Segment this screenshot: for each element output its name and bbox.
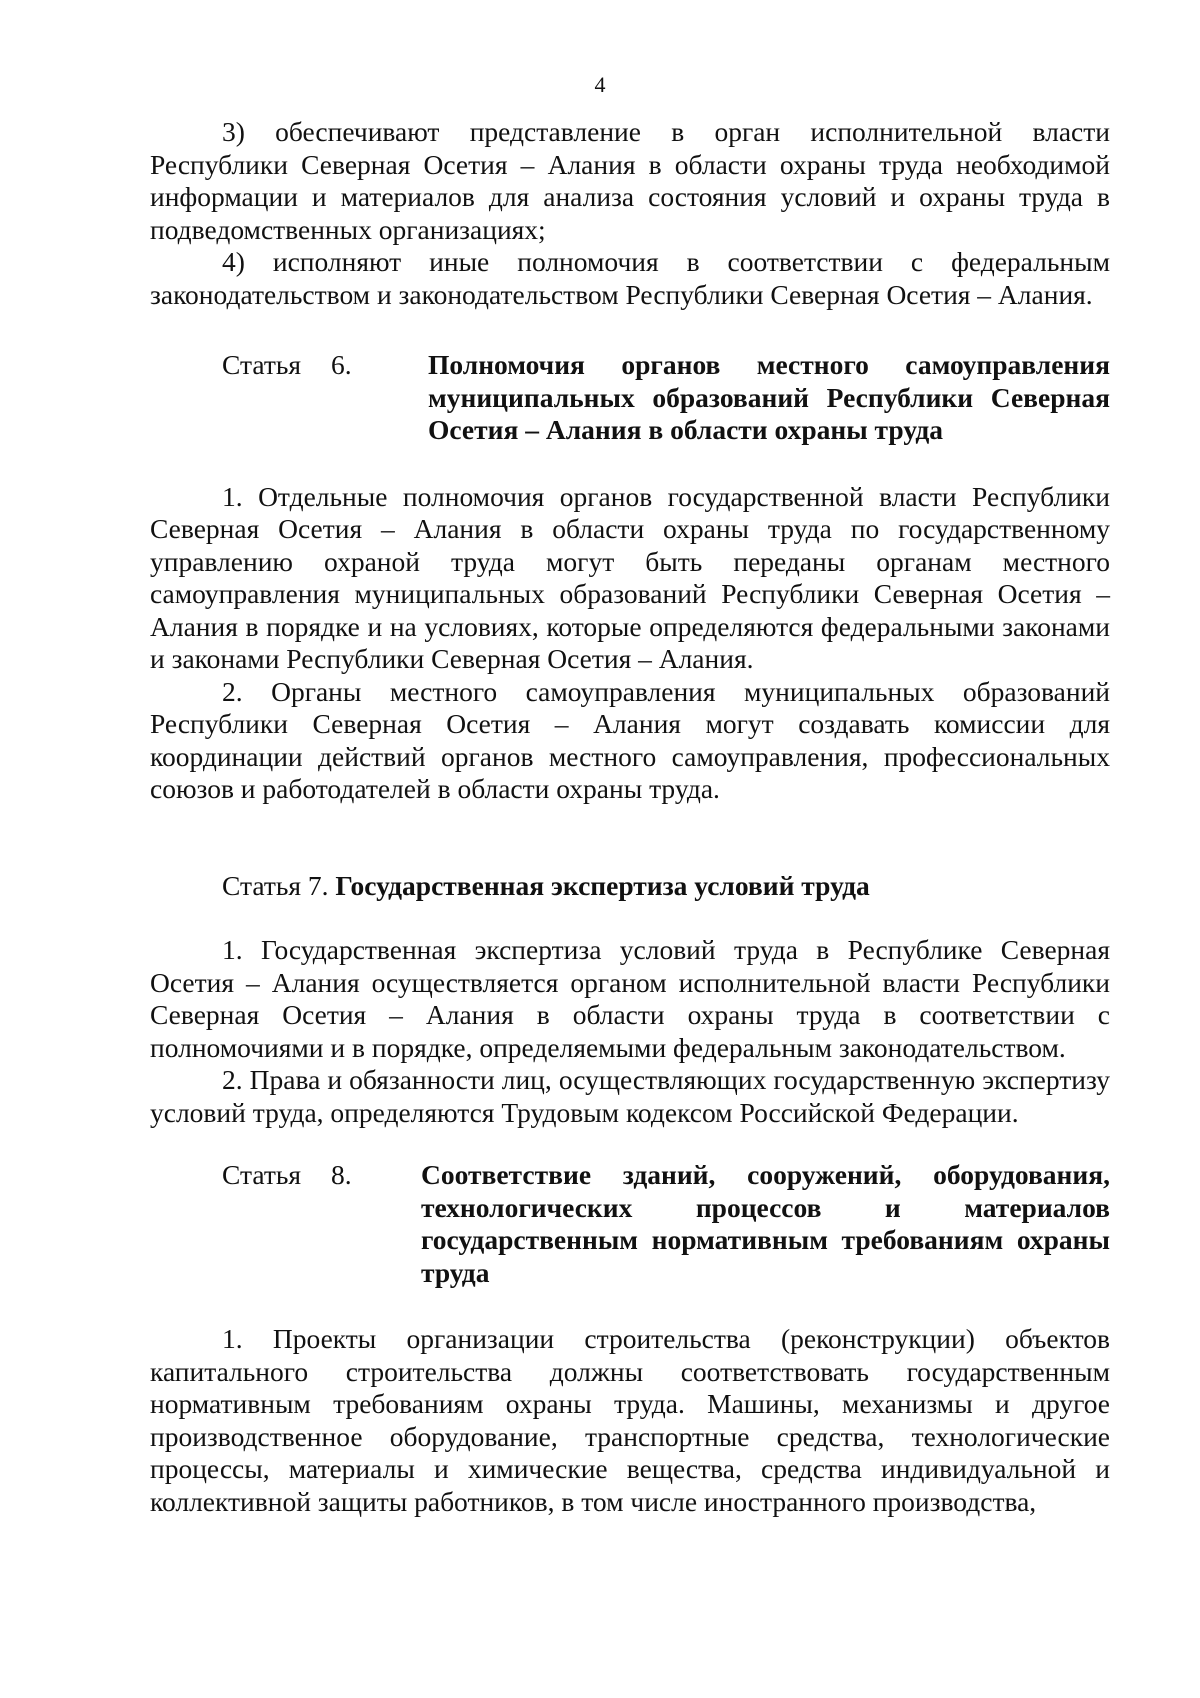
page-number: 4: [594, 72, 606, 97]
article-7-title: Государственная экспертиза условий труда: [335, 869, 870, 901]
article-6-paragraph-2: 2. Органы местного самоуправления муниципальных образований Республики Северная Осетия – Алания могут создавать комиссии для координации действий органов местного самоуправления, профессиональных союзов и работодателей в области охраны труда.: [150, 675, 1110, 804]
paragraph-item-4: 4) исполняют иные полномочия в соответствии с федеральным законодательством и законодательством Республики Северная Осетия – Алания.: [150, 246, 1110, 310]
article-6-paragraph-1: 1. Отдельные полномочия органов государственной власти Республики Северная Осетия – Алания в области охраны труда по государственному управлению охраной труда могут быть переданы органам местного самоуправления муниципальных образований Республики Северная Осетия – Алания в порядке и на условиях, которые определяются федеральными законами и законами Республики Северная Осетия – Алания.: [150, 480, 1110, 674]
article-6-label: Статья: [222, 349, 302, 380]
article-6-number: 6.: [331, 349, 352, 380]
article-8-paragraph-1: 1. Проекты организации строительства (реконструкции) объектов капитального строительства должны соответствовать государственным нормативным требованиям охраны труда. Машины, механизмы и другое производственное оборудование, транспортные средства, технологические процессы, материалы и химические вещества, средства индивидуальной и коллективной защиты работников, в том числе иностранного производства,: [150, 1323, 1110, 1517]
article-7-paragraph-2: 2. Права и обязанности лиц, осуществляющих государственную экспертизу условий труда, определяются Трудовым кодексом Российской Федерации.: [150, 1064, 1110, 1128]
article-8-label: Статья: [222, 1159, 302, 1190]
article-7-label: Статья 7.: [222, 869, 329, 901]
article-8-number: 8.: [331, 1159, 352, 1190]
article-7-heading: [150, 870, 1110, 903]
paragraph-item-3: 3) обеспечивают представление в орган исполнительной власти Республики Северная Осетия – Алания в области охраны труда необходимой информации и материалов для анализа состояния условий и охраны труда в подведомственных организациях;: [150, 116, 1110, 245]
article-8-title: Соответствие зданий, сооружений, оборудования, технологических процессов и материалов государственным нормативным требованиям охраны труда: [421, 1159, 1110, 1288]
article-6-heading: [150, 349, 1110, 447]
article-7-paragraph-1: 1. Государственная экспертиза условий труда в Республике Северная Осетия – Алания осуществляется органом исполнительной власти Республики Северная Осетия – Алания в области охраны труда в соответствии с полномочиями и в порядке, определяемыми федеральным законодательством.: [150, 934, 1110, 1063]
article-8-heading: [150, 1159, 1110, 1289]
article-6-title: Полномочия органов местного самоуправления муниципальных образований Республики Северная Осетия – Алания в области охраны труда: [428, 349, 1110, 445]
document-body: [150, 116, 1110, 1518]
